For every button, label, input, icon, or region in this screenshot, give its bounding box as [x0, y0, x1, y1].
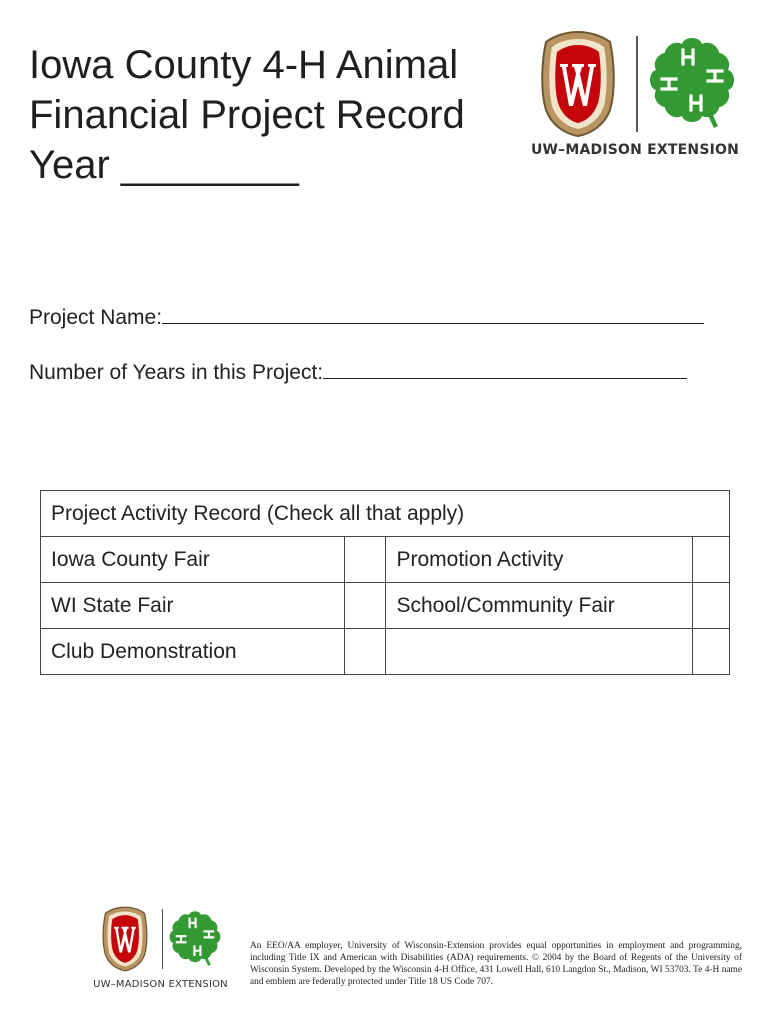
years-in-project-field: [29, 358, 687, 385]
activity-label: [386, 629, 692, 675]
table-header-row: [41, 491, 730, 537]
uw-crest-icon: [538, 30, 618, 138]
project-name-field: [29, 303, 704, 330]
activity-checkbox[interactable]: [345, 583, 386, 629]
project-name-blank[interactable]: [162, 303, 704, 324]
activity-checkbox[interactable]: [692, 537, 729, 583]
logo-caption: UW–MADISON EXTENSION: [530, 142, 740, 158]
logo-caption: UW–MADISON EXTENSION: [93, 979, 228, 990]
years-in-project-blank[interactable]: [323, 358, 687, 379]
activity-label: WI State Fair: [41, 583, 345, 629]
4h-clover-icon: [166, 907, 224, 969]
uw-crest-icon: [100, 906, 150, 972]
activity-checkbox[interactable]: [345, 537, 386, 583]
logo-marks: [538, 30, 738, 140]
project-name-label: Project Name:: [29, 306, 163, 329]
activity-checkbox[interactable]: [692, 629, 729, 675]
page-title: [29, 40, 499, 190]
activity-record-table: [40, 490, 730, 675]
footer-logo: [88, 906, 233, 1002]
activity-label: Promotion Activity: [386, 537, 692, 583]
logo-divider: [162, 909, 163, 969]
activity-label: School/Community Fair: [386, 583, 692, 629]
4h-clover-icon: [644, 32, 740, 132]
table-row: [41, 583, 730, 629]
table-row: [41, 629, 730, 675]
title-line-3: Year ________: [29, 143, 299, 187]
table-header: Project Activity Record (Check all that apply): [41, 491, 730, 537]
title-line-2: Financial Project Record: [29, 93, 465, 137]
years-in-project-label: Number of Years in this Project:: [29, 361, 324, 384]
activity-checkbox[interactable]: [692, 583, 729, 629]
title-line-1: Iowa County 4-H Animal: [29, 43, 459, 87]
footer-disclaimer: An EEO/AA employer, University of Wisconsin-Extension provides equal opportunities in employment and programming, including Title IX and American with Disabilities (ADA) requirements. © 2004 by the Board of Regents of the University of Wisconsin System. Developed by the Wisconsin 4-H Office, 431 Lowell Hall, 610 Langdon St., Madison, WI 53703. Te 4-H name and emblem are federally protected under Title 18 US Code 707.: [250, 941, 742, 987]
uw-extension-logo: [520, 30, 750, 170]
activity-label: Iowa County Fair: [41, 537, 345, 583]
table-row: [41, 537, 730, 583]
activity-label: Club Demonstration: [41, 629, 345, 675]
activity-checkbox[interactable]: [345, 629, 386, 675]
logo-marks: [100, 906, 220, 972]
logo-divider: [636, 36, 638, 132]
